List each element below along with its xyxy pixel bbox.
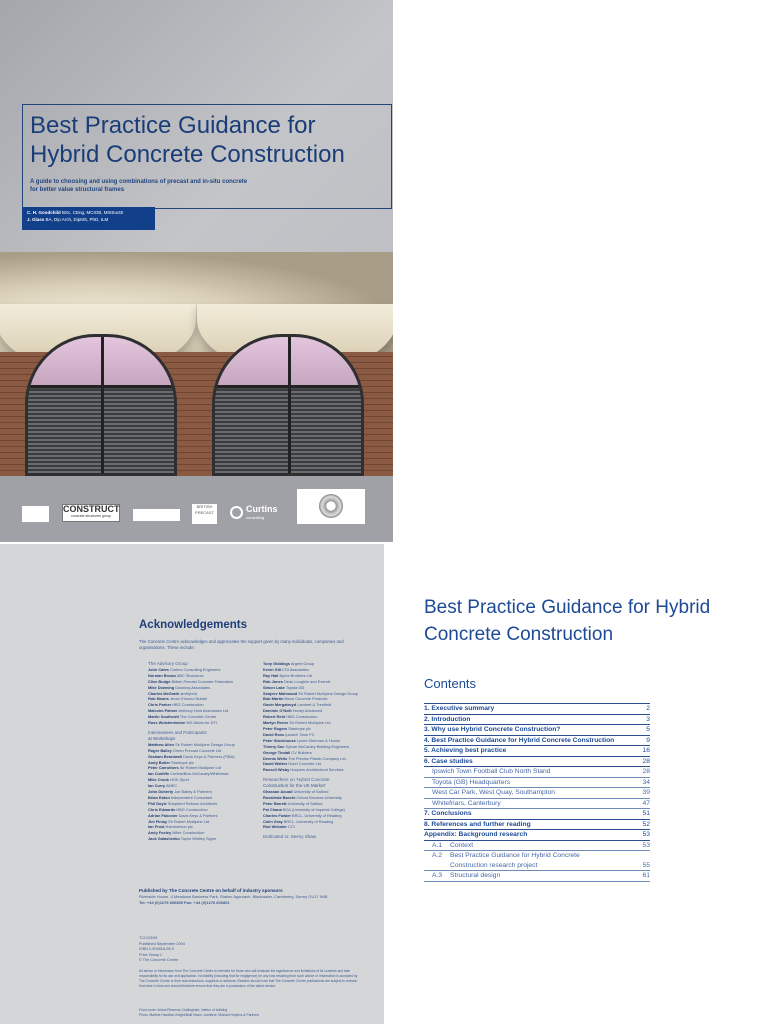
toc-entry-number: A.3 bbox=[432, 872, 443, 879]
toc-page-number: 28 bbox=[642, 768, 650, 775]
author-2-name: J. Glass bbox=[27, 217, 45, 222]
person-organisation: Joe Batley & Partners bbox=[173, 789, 212, 795]
person-organisation: AMEC bbox=[165, 783, 178, 789]
person-name: Malcolm Palmer bbox=[148, 708, 178, 714]
toc-entry-label: A.3 Structural design bbox=[432, 872, 501, 879]
seal-logo bbox=[297, 489, 365, 524]
publisher-block bbox=[139, 888, 369, 906]
cover-subtitle: A guide to choosing and using combinations of precast and in-situ concrete for better value structural frames bbox=[30, 179, 248, 193]
toc-page-number: 52 bbox=[642, 820, 650, 828]
toc-page-number: 34 bbox=[642, 778, 650, 786]
toc-entry-label: Ipswich Town Football Club North Stand bbox=[432, 768, 551, 775]
toc-subsection-row[interactable] bbox=[424, 788, 650, 799]
toc-page-number: 39 bbox=[642, 789, 650, 796]
toc-section-row[interactable] bbox=[424, 830, 650, 841]
person-name: Brian Eaton bbox=[148, 794, 170, 800]
person-name: Mike Downing bbox=[148, 684, 175, 690]
person-name: Charles Fowler bbox=[263, 812, 291, 818]
person-name: Matthew Allen bbox=[148, 741, 175, 747]
person-organisation: Toyota GB bbox=[284, 684, 305, 690]
sponsor-logo-blank-1 bbox=[22, 506, 49, 522]
toc-entry-label: West Car Park, West Quay, Southampton bbox=[432, 789, 556, 796]
author-1 bbox=[27, 209, 150, 216]
person-name: Graham Beardwell bbox=[148, 753, 183, 759]
toc-page-number: 28 bbox=[642, 757, 650, 765]
person-organisation: Curtins/Bow McCauley/Whitbread bbox=[169, 771, 229, 777]
pub-date: Published September 2004 bbox=[139, 941, 185, 946]
person-name: Ian Cunliffe bbox=[148, 771, 170, 777]
person-name: Charles McGrath bbox=[148, 690, 180, 696]
person-name: Andy Butler bbox=[148, 759, 171, 765]
toc-page-number: 51 bbox=[642, 810, 650, 817]
person-organisation: Anthony Hunt Associates Ltd bbox=[177, 708, 229, 714]
toc-subsection-row[interactable] bbox=[424, 851, 650, 871]
acknowledgement-entry bbox=[148, 720, 235, 726]
person-name: Rob Jones bbox=[263, 678, 283, 684]
toc-entry-label: 1. Executive summary bbox=[424, 705, 495, 712]
toc-subsection-row[interactable] bbox=[424, 778, 650, 789]
person-name: Martyn Reeve bbox=[263, 720, 289, 726]
person-organisation: Miller Construction bbox=[171, 830, 205, 836]
legal-disclaimer: All advice or information from The Concrete Centre is intended for those who will evaluate the significance and limitations of its contents and take responsibility for its use and application. No liability (including that for negligence) for any loss resulting from such advice or information is accepted by The Concrete Centre or their subcontractors, suppliers or advisors. Readers should note that The Concrete Centre publications are subject to revision from time to time and should therefore ensure that they are in possession of the latest version. bbox=[139, 969, 358, 988]
toc-page-number: 3 bbox=[646, 715, 650, 723]
curtins-mark-icon bbox=[230, 506, 243, 519]
british-precast-logo: BRITISH PRECAST bbox=[192, 504, 217, 524]
photo-window-right bbox=[212, 334, 364, 476]
person-organisation: The Precise Plastic Company Ltd bbox=[287, 755, 346, 761]
published-heading: Published by The Concrete Centre on behalf of industry sponsors bbox=[139, 888, 283, 893]
group-heading: Construction for the UK Market' bbox=[263, 783, 326, 789]
person-name: Peter Stockhouse bbox=[263, 737, 296, 743]
contents-heading: Contents bbox=[424, 676, 477, 691]
person-name: Chris Edwards bbox=[148, 806, 176, 812]
person-name: Ray Hall bbox=[263, 672, 279, 678]
person-organisation: Stanhope plc bbox=[287, 725, 312, 731]
author-2-quals: BA, Dip Arch, DipMS, PhD, ILM bbox=[45, 217, 109, 222]
toc-entry-label: Whitefriars, Canterbury bbox=[432, 799, 501, 807]
person-organisation: Davis Keys & Partners bbox=[177, 812, 218, 818]
person-name: Chris Parker bbox=[148, 702, 172, 708]
person-name: Ian Frost bbox=[148, 824, 165, 830]
person-name: John Cates bbox=[148, 666, 169, 672]
toc-entry-label: 7. Conclusions bbox=[424, 810, 472, 817]
toc-section-row[interactable] bbox=[424, 746, 650, 757]
group-heading: at Workshops bbox=[148, 735, 176, 741]
person-name: Clive Budge bbox=[148, 678, 171, 684]
toc-entry-label: A.1 Context bbox=[432, 841, 474, 849]
person-organisation: Sir Robert McAlpine Design Group bbox=[174, 741, 235, 747]
toc-subsection-row[interactable] bbox=[424, 767, 650, 778]
toc-entry-label: 8. References and further reading bbox=[424, 820, 531, 828]
person-organisation: Independent Consultant bbox=[169, 794, 213, 800]
cover-page bbox=[0, 0, 393, 542]
person-organisation: CCI bbox=[286, 824, 295, 830]
person-organisation: British Precast Concrete Federation bbox=[170, 678, 234, 684]
seal-icon bbox=[319, 494, 343, 518]
group-heading: Researchers on 'Hybrid Concrete bbox=[263, 777, 330, 783]
person-name: Tony Giddings bbox=[263, 661, 290, 666]
publisher-tel-fax: Tel: +44 (0)1276 606800 Fax: +44 (0)1276 606801 bbox=[139, 900, 230, 905]
person-name: Bob Martin bbox=[263, 696, 284, 702]
construct-logo: CONSTRUCT concrete structures group bbox=[62, 504, 120, 522]
person-organisation: Sir Robert McAlpine Ltd bbox=[167, 818, 210, 824]
person-organisation: Lambert & Trenfield bbox=[296, 702, 332, 708]
author-2 bbox=[27, 216, 150, 223]
person-organisation: Dorel Concrete Ltd bbox=[287, 761, 322, 767]
person-name: David Walker bbox=[263, 761, 288, 767]
person-organisation: HBG Construction bbox=[175, 806, 208, 812]
person-organisation: Argent Group bbox=[289, 661, 315, 666]
person-name: Rob Means bbox=[148, 696, 169, 702]
person-organisation: HBG Construction bbox=[285, 714, 318, 720]
authors-box bbox=[22, 207, 155, 230]
toc-page-number: 16 bbox=[642, 747, 650, 754]
pub-isbn: ISBN 1-904818-09-9 bbox=[139, 947, 174, 952]
person-organisation: Sylvan McCauley Building Engineers bbox=[284, 743, 350, 749]
publication-details bbox=[139, 936, 369, 964]
person-organisation: Dean Loughlin and Everett bbox=[282, 678, 331, 684]
group-heading: The Advisory Group bbox=[148, 661, 188, 666]
person-organisation: Downing Associates bbox=[174, 684, 211, 690]
person-organisation: Bison Concrete Products bbox=[283, 696, 328, 702]
person-name: Thierry Sue bbox=[263, 743, 285, 749]
toc-entry-label: Appendix: Background research bbox=[424, 831, 528, 838]
contents-page-title: Best Practice Guidance for Hybrid Concrete Construction bbox=[424, 597, 711, 645]
person-organisation: Byrne Brothers Ltd bbox=[278, 672, 312, 678]
person-name: Dominic O'Neill bbox=[263, 708, 292, 714]
person-organisation: BCA (University of Imperial College) bbox=[281, 806, 345, 812]
person-name: Peter Carruthers bbox=[148, 765, 179, 771]
person-organisation: Taylor Whitley Spyer bbox=[179, 836, 217, 842]
toc-subsection-row[interactable] bbox=[424, 841, 650, 852]
cover-photo-interior bbox=[0, 252, 393, 476]
toc-section-row[interactable] bbox=[424, 725, 650, 736]
person-name: Martin Southcott bbox=[148, 714, 179, 720]
sponsor-logo-blank-2 bbox=[133, 509, 180, 521]
acknowledgements-page bbox=[0, 544, 384, 1024]
person-organisation: Green Precast Concrete Ltd bbox=[171, 747, 222, 753]
toc-page-number: 47 bbox=[642, 799, 650, 807]
person-name: John Doherty bbox=[148, 789, 174, 795]
acknowledgement-entry bbox=[263, 767, 358, 773]
toc-entry-number: A.2 bbox=[432, 852, 443, 859]
toc-entry-label: A.2 Best Practice Guidance for Hybrid Concrete Construction research project bbox=[424, 851, 650, 870]
person-organisation: Ipswich Town FC bbox=[284, 731, 315, 737]
person-name: Sanjeev Mahmood bbox=[263, 690, 298, 696]
person-organisation: BRCL, University of Reading bbox=[290, 812, 342, 818]
person-organisation: CGI Associates bbox=[280, 666, 309, 672]
group-heading: Interviewees and Participants bbox=[148, 729, 207, 735]
person-organisation: Oxford Brookes University bbox=[295, 794, 342, 800]
person-name: Rosalinda Bacchi bbox=[263, 794, 296, 800]
person-name: Simon Lake bbox=[263, 684, 285, 690]
person-name: Peter Rogers bbox=[263, 725, 288, 731]
acknowledgement-entry bbox=[148, 836, 235, 842]
person-name: Peter Barrett bbox=[263, 800, 287, 806]
person-organisation: HBG Construction bbox=[171, 702, 204, 708]
person-name: Andy Foxley bbox=[148, 830, 172, 836]
person-organisation: Shepherd Robson Architects bbox=[166, 800, 218, 806]
toc-section-row[interactable] bbox=[424, 809, 650, 820]
person-name: Jim Finlay bbox=[148, 818, 168, 824]
person-name: Norman Brown bbox=[148, 672, 176, 678]
person-organisation: University of Salford bbox=[286, 800, 323, 806]
cover-title: Best Practice Guidance for Hybrid Concrete Construction bbox=[30, 112, 345, 168]
pub-price: Price Group L bbox=[139, 952, 163, 957]
person-name: Russell Wisby bbox=[263, 767, 290, 773]
person-name: Pal Chana bbox=[263, 806, 282, 812]
toc-page-number: 55 bbox=[642, 861, 650, 869]
author-1-quals: BSc, CEng, MCIOB, MIStructE bbox=[62, 210, 124, 215]
toc-section-row[interactable] bbox=[424, 820, 650, 831]
person-name: Ian Curry bbox=[148, 783, 166, 789]
acknowledgements-column-left bbox=[148, 661, 235, 842]
acknowledgements-intro: The Concrete Centre acknowledges and appreciates the support given by many individuals, companies and organisations. These include: bbox=[139, 639, 344, 650]
toc-entry-label: 6. Case studies bbox=[424, 757, 473, 765]
acknowledgements-column-right bbox=[263, 661, 358, 840]
person-name: Mike Crook bbox=[148, 777, 169, 783]
toc-section-row[interactable] bbox=[424, 757, 650, 768]
photo-window-left bbox=[25, 334, 177, 476]
toc-subsection-row[interactable] bbox=[424, 871, 650, 882]
person-organisation: Hoopers Architectural Services bbox=[289, 767, 344, 773]
person-organisation: Sir Robert McAlpine Ltd bbox=[288, 720, 331, 726]
person-name: Rod Webster bbox=[263, 824, 287, 830]
person-name: Colin Gray bbox=[263, 818, 283, 824]
toc-section-row[interactable] bbox=[424, 736, 650, 747]
toc-page-number: 53 bbox=[642, 831, 650, 838]
toc-entry-label: Toyota (GB) Headquarters bbox=[432, 778, 511, 786]
person-name: Gavin Mergatroyd bbox=[263, 702, 297, 708]
toc-entry-label: 5. Achieving best practice bbox=[424, 747, 507, 754]
toc-entry-label-continued: Construction research project bbox=[450, 861, 538, 869]
person-name: Kevin Gill bbox=[263, 666, 281, 672]
person-organisation: Davis Keys & Partners (FIBA) bbox=[182, 753, 235, 759]
credit-line-2: Photo: Martine Hamilton-Knight/Built Vision. Architect: Michael Hopkins & Partners bbox=[139, 1013, 259, 1017]
person-organisation: ABC Structures bbox=[175, 672, 204, 678]
toc-entry-label: 3. Why use Hybrid Concrete Construction? bbox=[424, 726, 561, 733]
toc-entry-label: 4. Best Practice Guidance for Hybrid Concrete Construction bbox=[424, 736, 615, 744]
person-name: David Ross bbox=[263, 731, 285, 737]
person-organisation: Jecon Elmond Nuttall bbox=[168, 696, 207, 702]
person-organisation: HOK Sport bbox=[168, 777, 189, 783]
acknowledgement-entry bbox=[263, 824, 358, 830]
person-organisation: University of Salford bbox=[292, 789, 329, 795]
acknowledgements-title: Acknowledgements bbox=[139, 619, 247, 631]
toc-page-number: 2 bbox=[646, 705, 650, 712]
person-name: Adrian Falconer bbox=[148, 812, 178, 818]
toc-page-number: 9 bbox=[646, 736, 650, 744]
toc-page-number: 5 bbox=[646, 726, 650, 733]
person-organisation: Sir Robert McAlpine Ltd bbox=[178, 765, 221, 771]
toc-section-row[interactable] bbox=[424, 715, 650, 726]
person-name: Roger Bailey bbox=[148, 747, 172, 753]
toc-subsection-row[interactable] bbox=[424, 799, 650, 810]
person-name: Ghassan Aouad bbox=[263, 789, 293, 795]
person-name: Dennis Wells bbox=[263, 755, 288, 761]
toc-page-number: 53 bbox=[642, 841, 650, 849]
person-organisation: Hammerson plc bbox=[164, 824, 193, 830]
curtins-logo: Curtins consulting bbox=[230, 504, 278, 524]
person-name: Phil Doyle bbox=[148, 800, 167, 806]
group-heading: Dedicated to: Seeny Shaw bbox=[263, 834, 317, 840]
person-organisation: Sir Robert McAlpine Design Group bbox=[297, 690, 358, 696]
person-organisation: CV Builders bbox=[290, 749, 312, 755]
person-organisation: Curtins Consulting Engineers bbox=[168, 666, 221, 672]
person-organisation: Lynes Sherman & House bbox=[295, 737, 341, 743]
person-organisation: BRCL, University of Reading bbox=[282, 818, 334, 824]
person-organisation: Stanhope plc bbox=[170, 759, 194, 765]
pub-copyright: © The Concrete Centre bbox=[139, 958, 179, 963]
toc-page-number: 61 bbox=[642, 872, 650, 879]
person-name: George Tindall bbox=[263, 749, 291, 755]
person-name: Robert Reid bbox=[263, 714, 286, 720]
photo-credits bbox=[139, 1008, 361, 1018]
toc-entry-label: 2. Introduction bbox=[424, 715, 471, 723]
publisher-address: Riverside House, 4 Meadows Business Park, Station Approach, Blackwater, Camberley, Surrey GU17 9AB bbox=[139, 894, 328, 899]
toc-entry-number: A.1 bbox=[432, 841, 443, 849]
person-organisation: WS Atkins for DTI bbox=[185, 720, 217, 726]
table-of-contents bbox=[424, 703, 650, 882]
author-1-name: C. H. Goodchild bbox=[27, 210, 61, 215]
pub-code: TCC/03/09 bbox=[139, 936, 158, 940]
credit-line-1: Front cover: Inland Revenue, Nottingham; interior of building bbox=[139, 1008, 228, 1012]
person-name: Russ Wolstenholme bbox=[148, 720, 186, 726]
person-name: Jack Galashenko bbox=[148, 836, 180, 842]
person-organisation: The Concrete Centre bbox=[178, 714, 217, 720]
toc-section-row[interactable] bbox=[424, 704, 650, 715]
person-organisation: Honey Advanced bbox=[291, 708, 323, 714]
person-organisation: amHybrid bbox=[179, 690, 197, 696]
